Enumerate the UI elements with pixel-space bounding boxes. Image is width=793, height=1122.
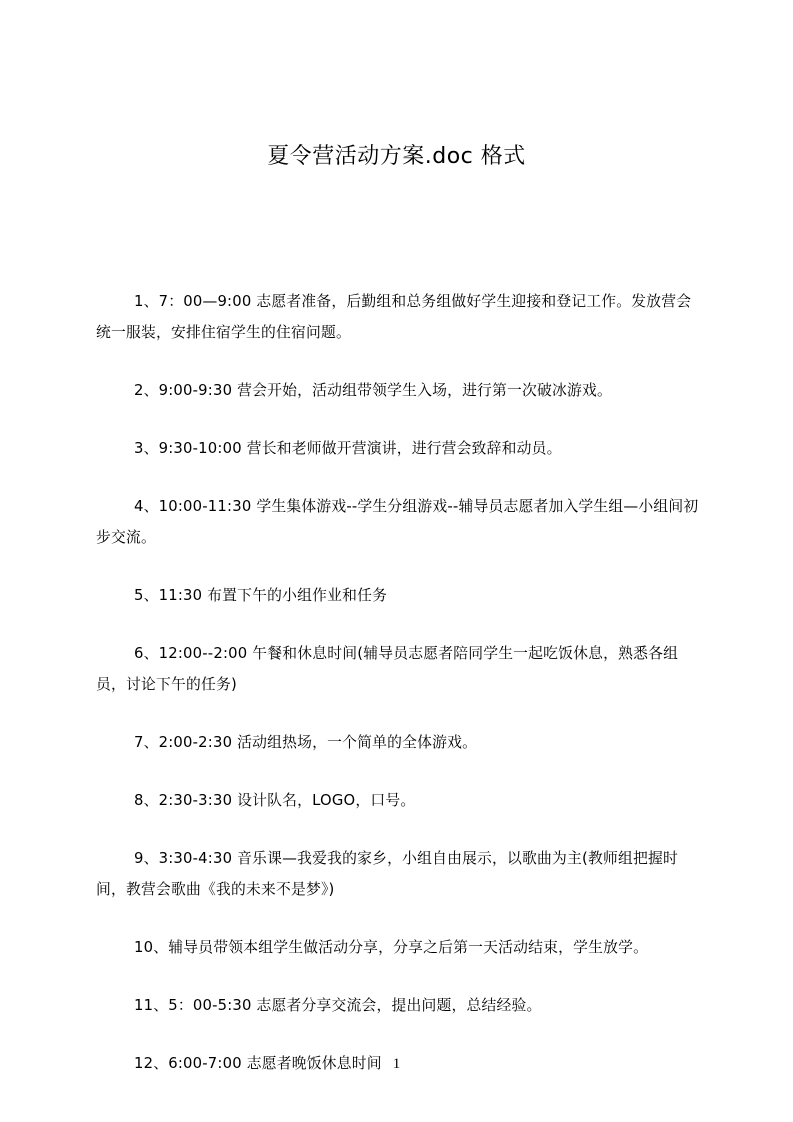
schedule-item: 5、11:30 布置下午的小组作业和任务	[134, 587, 388, 604]
page-number: 1	[392, 1056, 401, 1072]
schedule-item: 2、9:00-9:30 营会开始，活动组带领学生入场，进行第一次破冰游戏。	[134, 382, 613, 399]
document-body	[96, 286, 702, 1106]
schedule-item: 12、6:00-7:00 志愿者晚饭休息时间	[134, 1055, 382, 1072]
schedule-item: 6、12:00--2:00 午餐和休息时间(辅导员志愿者陪同学生一起吃饭休息，熟悉各组员，讨论下午的任务)	[96, 645, 679, 693]
schedule-item: 8、2:30-3:30 设计队名，LOGO，口号。	[134, 792, 416, 809]
schedule-item: 7、2:00-2:30 活动组热场，一个简单的全体游戏。	[134, 734, 478, 751]
schedule-item: 11、5：00-5:30 志愿者分享交流会，提出问题，总结经验。	[134, 997, 542, 1014]
schedule-item: 3、9:30-10:00 营长和老师做开营演讲，进行营会致辞和动员。	[134, 440, 562, 457]
schedule-item: 10、辅导员带领本组学生做活动分享，分享之后第一天活动结束，学生放学。	[134, 939, 649, 956]
schedule-item: 4、10:00-11:30 学生集体游戏--学生分组游戏--辅导员志愿者加入学生组—小组间初步交流。	[96, 498, 699, 546]
document-title: 夏令营活动方案.doc 格式	[267, 144, 526, 169]
schedule-item: 1、7：00—9:00 志愿者准备，后勤组和总务组做好学生迎接和登记工作。发放营会统一服装，安排住宿学生的住宿问题。	[96, 293, 692, 341]
schedule-item: 9、3:30-4:30 音乐课—我爱我的家乡，小组自由展示，以歌曲为主(教师组把握时间，教营会歌曲《我的未来不是梦》)	[96, 850, 678, 898]
